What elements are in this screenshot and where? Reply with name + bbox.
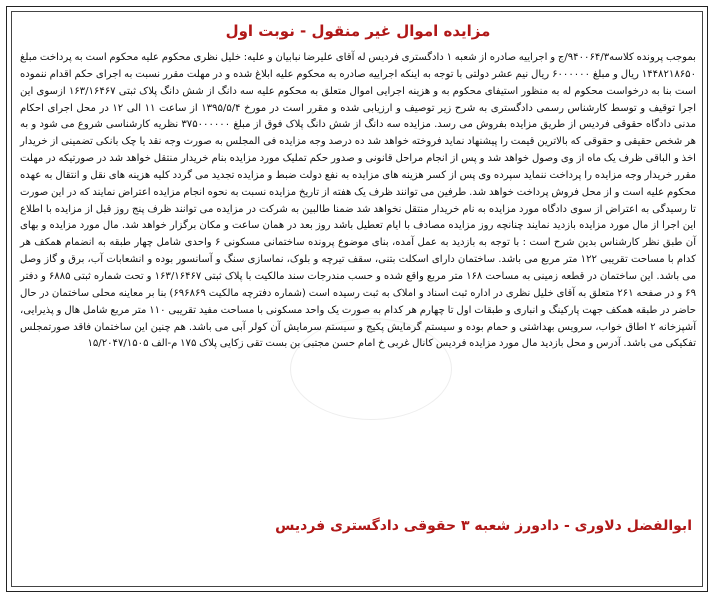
notice-body: بموجب پرونده کلاسه۹۴۰۰۶۴/۳/ج و اجراییه صادره از شعبه ۱ دادگستری فردیس له آقای علیرضا نبابیان و علیه: خلیل نظری محکوم علیه محکوم است به پرداخت مبلغ ۱۴۴۸۲۱۸۶۵۰ ریال و مبلغ ۶۰۰۰۰۰۰ ریال نیم عشر دولتی با توجه به اینکه اجراییه صادره به محکوم علیه ابلاغ شده و در مهلت مقرر نسبت به اجرای حکم اقدام ننموده است بنا به درخواست محکوم له به منظور استیفای محکوم به و هزینه اجرایی اموال متعلق به محکوم علیه سه دانگ از شش دانگ پلاک ثبتی ۱۶۳/۱۶۴۶۷ ازسوی این اجرا توقیف و توسط کارشناس رسمی دادگستری به شرح زیر توصیف و ارزیابی شده و مقرر است در مورخ ۱۳۹۵/۵/۴ از ساعت ۱۱ الی ۱۲ در محل اجرای احکام مدنی دادگاه حقوقی فردیس از طریق مزایده بفروش می رسد. مزایده سه دانگ از شش دانگ پلاک فوق از مبلغ ۳۷۵۰۰۰۰۰۰ نظریه کارشناسی شروع می شود و به هر شخص حقیقی و حقوقی که بالاترین قیمت را پیشنهاد نماید فروخته خواهد شد ده درصد وجه مزایده فی المجلس به صورت وجه نقد یا چک بانکی تضمینی از خریدار اخذ و الباقی ظرف یک ماه از وی وصول خواهد شد و پس از انجام مراحل قانونی و صدور حکم تملیک مورد مزایده بنام خریدار منتقل خواهد شد در صورتیکه در مهلت مقرر خریدار وجه مزایده را پرداخت ننماید سپرده وی پس از کسر هزینه های مزایده به نفع دولت ضبط و مزایده تجدید می گردد کلیه هزینه های نقل و انتقال به عهده محکوم علیه است و از محل فروش پرداخت خواهد شد. طرفین می توانند ظرف یک هفته از تاریخ مزایده نسبت به نحوه انجام مزایده اعتراض نمایند که در این صورت تا رسیدگی به اعتراض از سوی دادگاه مورد مزایده به نام خریدار منتقل نخواهد شد ضمنا طالبین به شرکت در مزایده می توانند ظرف پنج روز قبل از مزایده با اطلاع این اجرا از مال مورد مزایده بازدید نمایند چنانچه روز مزایده مصادف با ایام تعطیل باشد روز بعد در همان ساعت و مکان برگزار خواهد شد. مال مورد مزایده و بهای آن طبق نظر کارشناس بدین شرح است : با توجه به بازدید به عمل آمده، بنای موضوع پرونده ساختمانی مسکونی ۶ واحدی شامل چهار طبقه به انضمام همکف هر کدام با مساحت تقریبی ۱۲۲ متر مربع می باشد. ساختمان دارای اسکلت بتنی، سقف تیرچه و بلوک، نماسازی سنگ و آسانسور بوده و انشعابات آب، برق و گاز وصل می باشد. این ساختمان در قطعه زمینی به مساحت ۱۶۸ متر مربع واقع شده و حسب مندرجات سند مالکیت با پلاک ثبتی ۱۶۳/۱۶۴۶۷ و تحت شماره ثبتی ۶۸۸۵ و دفتر ۶۹ و در صفحه ۲۶۱ متعلق به آقای خلیل نظری در اداره ثبت اسناد و املاک به ثبت رسیده است (شماره دفترچه مالکیت ۶۹۶۸۶۹) بنا بر معاینه محلی ساختمان در حال حاضر در طبقه همکف جهت پارکینگ و انباری و طبقات اول تا چهارم هر کدام به صورت یک واحد مسکونی با مساحت مفید تقریبی ۱۱۰ متر مربع شامل هال و پذیرایی، آشپزخانه ۲ اطاق خواب، سرویس بهداشتی و حمام بوده و سیستم گرمایش پکیج و سیستم سرمایش آن کولر آبی می باشد. هم چنین این ساختمان فاقد صورتمجلس تفکیکی می باشد. آدرس و محل بازدید مال مورد مزایده فردیس کانال غربی خ امام حسن مجتبی بن بست تقی زکایی پلاک ۱۷۵ م-الف ۱۵/۲۰۴۷/۱۵۰۵ [20, 52, 697, 350]
notice-title: مزایده اموال غیر منقول - نوبت اول [225, 22, 491, 40]
notice-signature: ابوالفضل دلاوری - دادورز شعبه ۳ حقوقی دادگستری فردیس [275, 518, 692, 534]
